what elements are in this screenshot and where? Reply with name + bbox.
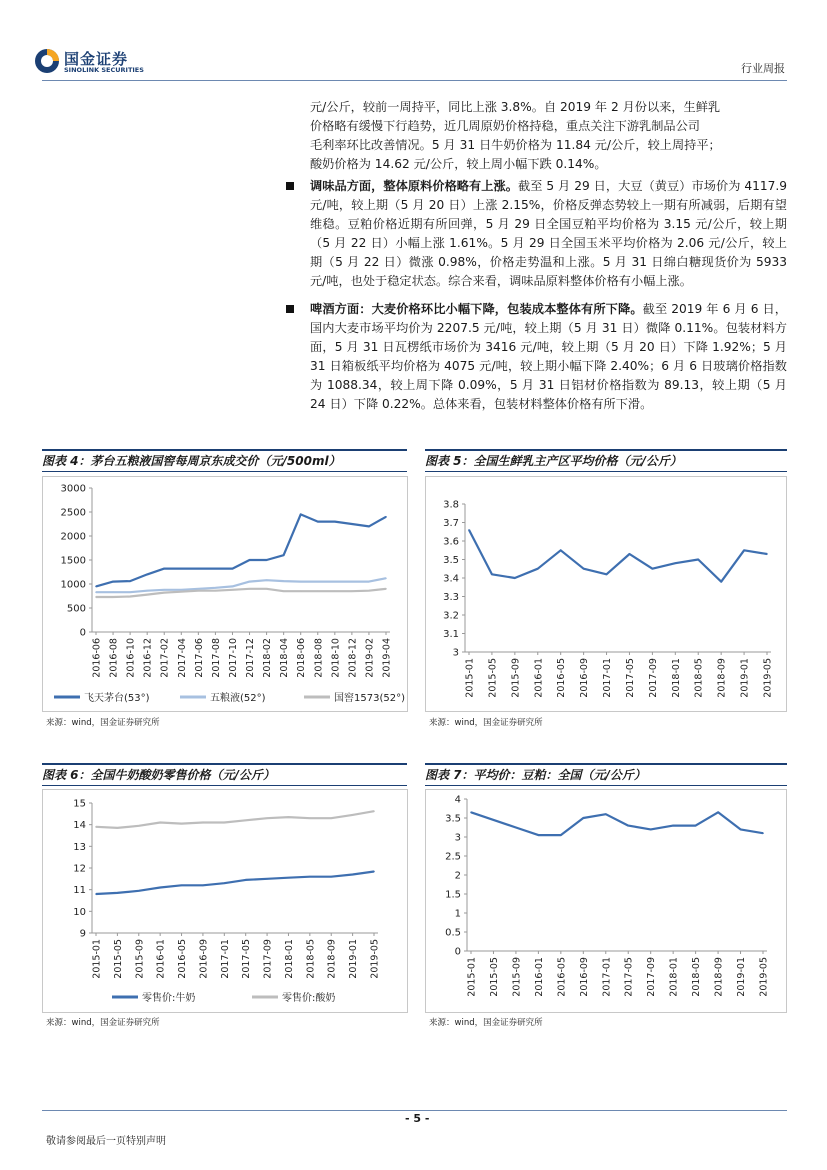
data-point bbox=[334, 590, 336, 592]
data-point bbox=[743, 549, 745, 551]
data-point bbox=[515, 827, 517, 829]
data-point bbox=[215, 590, 217, 592]
data-point bbox=[514, 577, 516, 579]
data-point bbox=[283, 590, 285, 592]
data-point bbox=[762, 832, 764, 834]
beer-paragraph bbox=[278, 300, 787, 414]
data-point bbox=[198, 568, 200, 570]
x-tick-label: 2019-01 bbox=[736, 957, 748, 997]
y-tick-label: 2000 bbox=[60, 531, 86, 543]
data-point bbox=[583, 568, 585, 570]
y-tick-label: 1.5 bbox=[445, 889, 461, 901]
data-point bbox=[163, 592, 165, 594]
data-point bbox=[334, 521, 336, 523]
y-tick-label: 10 bbox=[73, 906, 86, 918]
data-point bbox=[672, 825, 674, 827]
data-point bbox=[766, 553, 768, 555]
x-tick-label: 2019-05 bbox=[762, 658, 774, 698]
x-tick-label: 2017-09 bbox=[262, 939, 274, 979]
logo-text-cn: 国金证券 bbox=[64, 50, 129, 68]
chart-4-source: 来源：wind，国金证券研究所 bbox=[46, 718, 160, 728]
y-tick-label: 0.5 bbox=[445, 927, 461, 939]
data-point bbox=[266, 817, 268, 819]
x-tick-label: 2018-05 bbox=[691, 957, 703, 997]
y-tick-label: 3.8 bbox=[443, 499, 459, 511]
data-point bbox=[675, 562, 677, 564]
data-point bbox=[117, 827, 119, 829]
data-point bbox=[117, 892, 119, 894]
data-point bbox=[317, 521, 319, 523]
data-point bbox=[330, 817, 332, 819]
data-point bbox=[300, 581, 302, 583]
y-tick-label: 3.5 bbox=[443, 555, 459, 566]
x-tick-label: 2017-05 bbox=[241, 939, 253, 979]
y-tick-label: 3.1 bbox=[443, 629, 459, 640]
x-tick-label: 2017-01 bbox=[219, 939, 231, 979]
data-point bbox=[198, 588, 200, 590]
data-point bbox=[129, 580, 131, 582]
x-tick-label: 2016-01 bbox=[155, 939, 167, 979]
intro-line: 元/公斤，较前一周持平，同比上涨 3.8%。自 2019 年 2 月份以来，生鲜乳 bbox=[310, 100, 721, 114]
data-point bbox=[215, 568, 217, 570]
x-tick-label: 2015-05 bbox=[488, 957, 500, 997]
x-tick-label: 2016-01 bbox=[533, 957, 545, 997]
x-tick-label: 2017-09 bbox=[646, 957, 658, 997]
data-point bbox=[300, 514, 302, 516]
data-point bbox=[129, 591, 131, 593]
data-point bbox=[95, 591, 97, 593]
x-tick-label: 2018-04 bbox=[279, 638, 291, 678]
data-point bbox=[232, 586, 234, 588]
data-point bbox=[202, 885, 204, 887]
header-divider bbox=[42, 80, 787, 81]
data-point bbox=[538, 834, 540, 836]
x-tick-label: 2016-01 bbox=[533, 658, 545, 698]
data-point bbox=[159, 822, 161, 824]
data-point bbox=[368, 590, 370, 592]
legend-label: 国窖1573(52°) bbox=[334, 693, 405, 704]
chart-7-source: 来源：wind，国金证券研究所 bbox=[429, 1018, 543, 1028]
data-point bbox=[112, 581, 114, 583]
data-point bbox=[351, 590, 353, 592]
x-tick-label: 2019-05 bbox=[369, 939, 381, 979]
x-tick-label: 2018-08 bbox=[313, 638, 325, 678]
data-point bbox=[720, 581, 722, 583]
y-tick-label: 15 bbox=[73, 798, 86, 810]
data-point bbox=[740, 829, 742, 831]
chart-5-svg bbox=[425, 476, 787, 712]
data-point bbox=[95, 826, 97, 828]
x-tick-label: 2018-02 bbox=[262, 638, 274, 678]
x-tick-label: 2017-08 bbox=[210, 638, 222, 678]
data-point bbox=[627, 825, 629, 827]
data-point bbox=[283, 580, 285, 582]
legend-label: 五粮液(52°) bbox=[210, 693, 266, 704]
data-point bbox=[652, 568, 654, 570]
data-point bbox=[180, 568, 182, 570]
x-tick-label: 2016-06 bbox=[91, 638, 103, 678]
x-tick-label: 2015-01 bbox=[466, 957, 478, 997]
chart-4-svg bbox=[42, 476, 408, 712]
y-tick-label: 3.3 bbox=[443, 592, 459, 603]
company-logo bbox=[34, 46, 154, 78]
x-tick-label: 2015-05 bbox=[112, 939, 124, 979]
data-point bbox=[163, 568, 165, 570]
data-point bbox=[560, 549, 562, 551]
data-point bbox=[215, 587, 217, 589]
x-tick-label: 2017-01 bbox=[602, 658, 614, 698]
data-point bbox=[695, 825, 697, 827]
y-tick-label: 1000 bbox=[60, 579, 86, 591]
y-tick-label: 3.7 bbox=[443, 518, 459, 529]
data-point bbox=[288, 816, 290, 818]
chart-5-title: 图表 5：全国生鲜乳主产区平均价格（元/公斤） bbox=[425, 449, 787, 472]
data-point bbox=[95, 596, 97, 598]
x-tick-label: 2019-04 bbox=[381, 638, 393, 678]
data-point bbox=[266, 588, 268, 590]
legend-label: 零售价:牛奶 bbox=[142, 993, 196, 1004]
y-tick-label: 9 bbox=[79, 928, 86, 940]
y-tick-label: 3.5 bbox=[445, 813, 461, 825]
x-tick-label: 2019-02 bbox=[364, 638, 376, 678]
intro-line: 价格略有缓慢下行趋势，近几周原奶价格持稳，重点关注下游乳制品公司 bbox=[310, 119, 700, 133]
data-point bbox=[309, 876, 311, 878]
y-tick-label: 11 bbox=[73, 885, 86, 897]
data-point bbox=[373, 810, 375, 812]
data-point bbox=[491, 574, 493, 576]
data-point bbox=[288, 877, 290, 879]
data-point bbox=[300, 590, 302, 592]
x-tick-label: 2017-01 bbox=[601, 957, 613, 997]
data-point bbox=[249, 588, 251, 590]
beer-body: 截至 2019 年 6 月 6 日，国内大麦市场平均价为 2207.5 元/吨，较上期（5 月 31 日）微降 0.11%。包装材料方面，5 月 31 日瓦楞纸市场价为 3416 元/吨，较上期（5 月 20 日）下降 1.92%；5 月 31 日箱板纸平均价格为 4075 元/吨，较上期小幅下降 2.40%；6 月 6 日玻璃价格指数为 1088.34，较上周下降 0.09%，5 月 31 日铝材价格指数为 89.13，较上期（5 月 24 日）下降 0.22%。总体来看，包装材料整体价格有所下滑。 bbox=[310, 302, 787, 411]
y-tick-label: 3 bbox=[454, 832, 461, 844]
data-point bbox=[605, 813, 607, 815]
data-point bbox=[129, 596, 131, 598]
data-point bbox=[198, 590, 200, 592]
x-tick-label: 2018-09 bbox=[713, 957, 725, 997]
data-point bbox=[180, 591, 182, 593]
x-tick-label: 2018-09 bbox=[716, 658, 728, 698]
x-tick-label: 2016-09 bbox=[579, 658, 591, 698]
data-point bbox=[629, 553, 631, 555]
x-tick-label: 2017-05 bbox=[623, 957, 635, 997]
chart-7-svg bbox=[425, 789, 787, 1013]
data-point bbox=[717, 812, 719, 814]
data-point bbox=[470, 812, 472, 814]
y-tick-label: 500 bbox=[66, 603, 86, 615]
chart-5-source: 来源：wind，国金证券研究所 bbox=[429, 718, 543, 728]
y-tick-label: 0 bbox=[79, 627, 86, 639]
data-point bbox=[181, 885, 183, 887]
x-tick-label: 2016-05 bbox=[177, 939, 189, 979]
data-point bbox=[95, 893, 97, 895]
y-tick-label: 1 bbox=[454, 908, 461, 920]
bullet-square-icon bbox=[286, 182, 294, 190]
data-point bbox=[330, 876, 332, 878]
data-point bbox=[249, 581, 251, 583]
data-point bbox=[283, 554, 285, 556]
page-number: - 5 - bbox=[405, 1112, 430, 1125]
data-point bbox=[95, 586, 97, 588]
data-point bbox=[266, 878, 268, 880]
chart-6-svg bbox=[42, 789, 408, 1013]
data-point bbox=[146, 574, 148, 576]
data-point bbox=[232, 589, 234, 591]
y-tick-label: 14 bbox=[73, 820, 86, 832]
x-tick-label: 2018-01 bbox=[668, 957, 680, 997]
intro-line: 酸奶价格为 14.62 元/公斤，较上周小幅下跌 0.14%。 bbox=[310, 157, 607, 171]
intro-paragraph bbox=[310, 98, 787, 174]
chart-4-title: 图表 4：茅台五粮液国窖每周京东成交价（元/500ml） bbox=[42, 449, 407, 472]
y-tick-label: 3.2 bbox=[443, 610, 459, 622]
x-tick-label: 2019-05 bbox=[758, 957, 770, 997]
logo-text-en: SINOLINK SECURITIES bbox=[64, 66, 144, 74]
x-tick-label: 2016-08 bbox=[108, 638, 120, 678]
y-tick-label: 3.4 bbox=[443, 573, 459, 585]
y-tick-label: 12 bbox=[73, 863, 86, 875]
data-point bbox=[163, 589, 165, 591]
data-point bbox=[159, 887, 161, 889]
x-tick-label: 2015-01 bbox=[464, 658, 476, 698]
data-point bbox=[385, 577, 387, 579]
x-tick-label: 2015-09 bbox=[511, 957, 523, 997]
data-point bbox=[112, 596, 114, 598]
x-tick-label: 2017-04 bbox=[176, 638, 188, 678]
data-point bbox=[266, 559, 268, 561]
x-tick-label: 2017-06 bbox=[193, 638, 205, 678]
data-point bbox=[493, 819, 495, 821]
x-tick-label: 2015-01 bbox=[91, 939, 103, 979]
data-point bbox=[352, 814, 354, 816]
data-point bbox=[351, 523, 353, 525]
data-point bbox=[606, 574, 608, 576]
x-tick-label: 2017-10 bbox=[227, 638, 239, 678]
condiment-paragraph bbox=[278, 177, 787, 291]
x-tick-label: 2016-09 bbox=[578, 957, 590, 997]
data-point bbox=[112, 591, 114, 593]
data-point bbox=[146, 590, 148, 592]
y-tick-label: 2 bbox=[454, 870, 461, 882]
x-tick-label: 2017-05 bbox=[624, 658, 636, 698]
y-tick-label: 0 bbox=[454, 946, 461, 958]
bullet-square-icon bbox=[286, 305, 294, 313]
x-tick-label: 2015-09 bbox=[510, 658, 522, 698]
data-point bbox=[232, 568, 234, 570]
data-point bbox=[373, 871, 375, 873]
report-type: 行业周报 bbox=[741, 62, 785, 75]
y-tick-label: 2.5 bbox=[445, 851, 461, 863]
data-point bbox=[202, 822, 204, 824]
y-tick-label: 3000 bbox=[60, 483, 86, 495]
data-point bbox=[181, 823, 183, 825]
data-point bbox=[352, 874, 354, 876]
condiment-heading: 调味品方面，整体原料价格略有上涨。 bbox=[310, 179, 518, 193]
data-point bbox=[385, 588, 387, 590]
x-tick-label: 2018-12 bbox=[347, 638, 359, 678]
data-point bbox=[317, 590, 319, 592]
data-point bbox=[385, 516, 387, 518]
y-tick-label: 13 bbox=[73, 841, 86, 853]
chart-6-source: 来源：wind，国金证券研究所 bbox=[46, 1018, 160, 1028]
data-point bbox=[697, 559, 699, 561]
x-tick-label: 2018-09 bbox=[326, 939, 338, 979]
x-tick-label: 2018-10 bbox=[330, 638, 342, 678]
legend-label: 飞天茅台(53°) bbox=[84, 693, 150, 704]
data-point bbox=[249, 559, 251, 561]
beer-heading: 啤酒方面：大麦价格环比小幅下降，包装成本整体有所下降。 bbox=[310, 302, 643, 316]
data-point bbox=[180, 589, 182, 591]
data-point bbox=[309, 817, 311, 819]
logo-icon bbox=[34, 48, 60, 74]
y-tick-label: 4 bbox=[454, 794, 461, 806]
condiment-body: 截至 5 月 29 日，大豆（黄豆）市场价为 4117.9 元/吨，较上期（5 月 20 日）上涨 2.15%，价格反弹态势较上一期有所减弱，后期有望维稳。豆粕价格近期有所回弹，5 月 29 日全国豆粕平均价格为 3.15 元/公斤，较上期（5 月 22 日）小幅上涨 1.61%。5 月 29 日全国玉米平均价格为 2.06 元/公斤，较上期（5 月 22 日）微涨 0.98%，价格走势温和上涨。5 月 31 日绵白糖现货价为 5933 元/吨，也处于稳定状态。综合来看，调味品原料整体价格有小幅上涨。 bbox=[310, 179, 788, 288]
footer-divider bbox=[42, 1110, 787, 1111]
x-tick-label: 2017-09 bbox=[647, 658, 659, 698]
x-tick-label: 2016-12 bbox=[142, 638, 154, 678]
x-tick-label: 2016-05 bbox=[556, 658, 568, 698]
data-point bbox=[146, 594, 148, 596]
data-point bbox=[317, 581, 319, 583]
x-tick-label: 2019-01 bbox=[739, 658, 751, 698]
data-point bbox=[224, 822, 226, 824]
data-point bbox=[245, 820, 247, 822]
x-tick-label: 2018-01 bbox=[283, 939, 295, 979]
data-point bbox=[138, 890, 140, 892]
x-tick-label: 2019-01 bbox=[348, 939, 360, 979]
data-point bbox=[560, 834, 562, 836]
disclaimer-text: 敬请参阅最后一页特别声明 bbox=[46, 1136, 166, 1147]
legend-label: 零售价:酸奶 bbox=[282, 993, 336, 1004]
x-tick-label: 2015-09 bbox=[134, 939, 146, 979]
chart-7-title: 图表 7：平均价：豆粕：全国（元/公斤） bbox=[425, 763, 787, 786]
data-point bbox=[245, 879, 247, 881]
x-tick-label: 2018-01 bbox=[670, 658, 682, 698]
x-tick-label: 2018-05 bbox=[305, 939, 317, 979]
data-point bbox=[351, 581, 353, 583]
x-tick-label: 2018-06 bbox=[296, 638, 308, 678]
y-tick-label: 2500 bbox=[60, 507, 86, 519]
y-tick-label: 3 bbox=[452, 647, 459, 659]
x-tick-label: 2016-09 bbox=[198, 939, 210, 979]
y-tick-label: 3.6 bbox=[443, 536, 459, 548]
data-point bbox=[583, 817, 585, 819]
x-tick-label: 2016-10 bbox=[125, 638, 137, 678]
data-point bbox=[224, 882, 226, 884]
x-tick-label: 2018-05 bbox=[693, 658, 705, 698]
data-point bbox=[266, 579, 268, 581]
chart-6-title: 图表 6：全国牛奶酸奶零售价格（元/公斤） bbox=[42, 763, 407, 786]
x-tick-label: 2015-05 bbox=[487, 658, 499, 698]
data-point bbox=[334, 581, 336, 583]
data-point bbox=[368, 526, 370, 528]
x-tick-label: 2016-05 bbox=[556, 957, 568, 997]
data-point bbox=[138, 825, 140, 827]
data-point bbox=[537, 568, 539, 570]
x-tick-label: 2017-12 bbox=[245, 638, 257, 678]
intro-line: 毛利率环比改善情况。5 月 31 日牛奶价格为 11.84 元/公斤，较上周持平； bbox=[310, 138, 721, 152]
data-point bbox=[468, 529, 470, 531]
data-point bbox=[650, 829, 652, 831]
data-point bbox=[368, 581, 370, 583]
x-tick-label: 2017-02 bbox=[159, 638, 171, 678]
y-tick-label: 1500 bbox=[60, 555, 86, 567]
